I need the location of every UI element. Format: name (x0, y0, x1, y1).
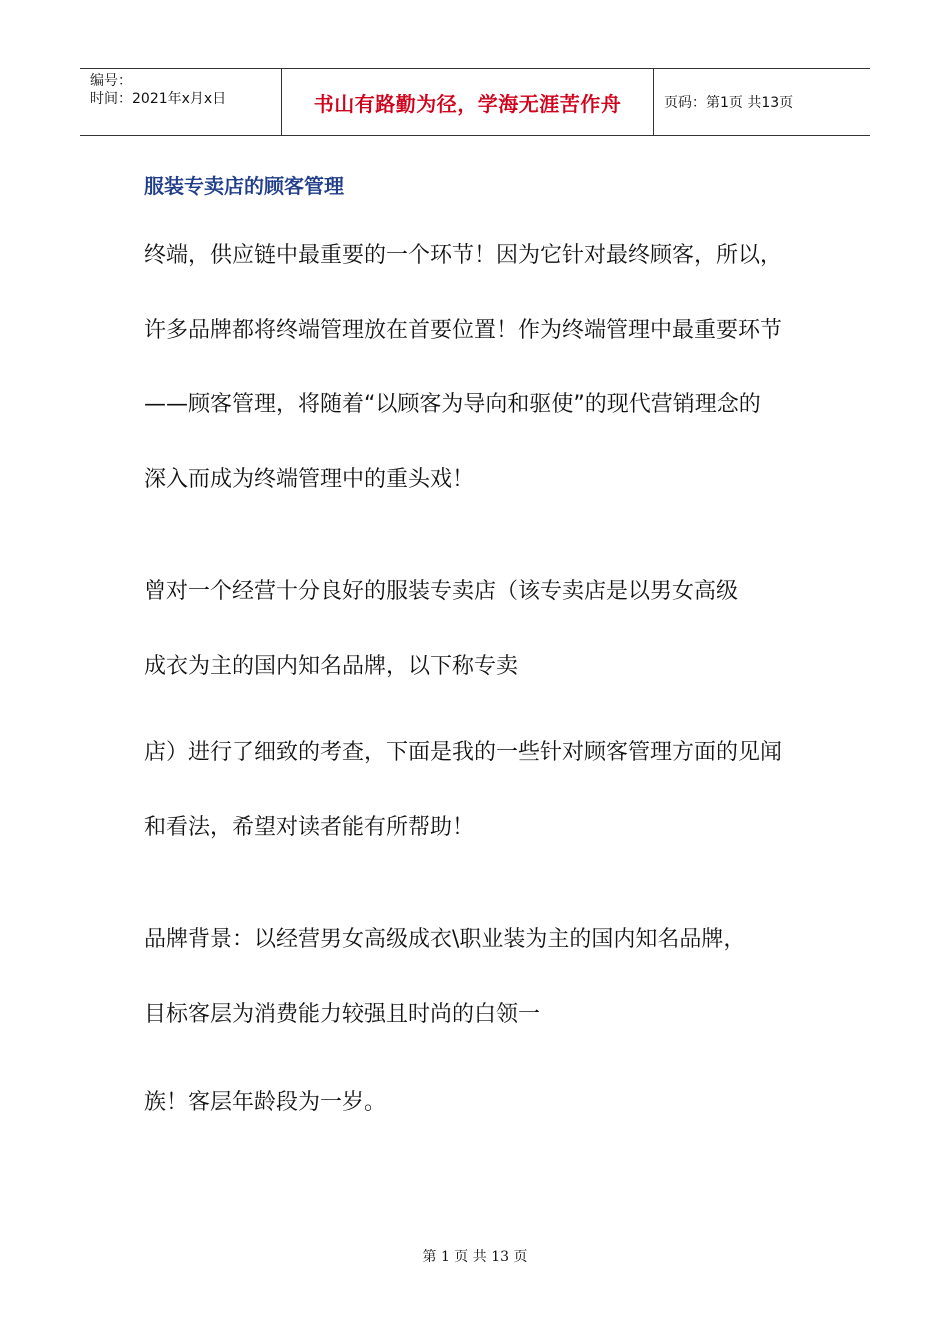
body-line: 和看法，希望对读者能有所帮助！ (144, 815, 475, 840)
body-line: 深入而成为终端管理中的重头戏！ (144, 467, 475, 492)
header-number-label: 编号： (90, 73, 132, 89)
document-title: 服装专卖店的顾客管理 (144, 174, 344, 198)
body-line: 店）进行了细致的考查，下面是我的一些针对顾客管理方面的见闻 (144, 740, 783, 765)
body-line: 目标客层为消费能力较强且时尚的白领一 (144, 1002, 541, 1027)
body-line: 族！客层年龄段为一岁。 (144, 1090, 387, 1115)
header-time-label: 时间：2021年x月x日 (90, 91, 227, 107)
body-line: ——顾客管理，将随着“以顾客为导向和驱使”的现代营销理念的 (144, 392, 761, 417)
header-motto: 书山有路勤为径，学海无涯苦作舟 (313, 91, 622, 116)
body-line: 品牌背景：以经营男女高级成衣\职业装为主的国内知名品牌， (144, 927, 746, 952)
header-page-cell (654, 69, 870, 135)
header-motto-cell (282, 69, 654, 135)
document-header (80, 68, 870, 136)
body-line: 曾对一个经营十分良好的服装专卖店（该专卖店是以男女高级 (144, 579, 739, 604)
body-line: 成衣为主的国内知名品牌，以下称专卖 (144, 654, 519, 679)
page-footer: 第 1 页 共 13 页 (422, 1249, 528, 1265)
body-line: 许多品牌都将终端管理放在首要位置！作为终端管理中最重要环节 (144, 318, 783, 343)
header-meta-cell (80, 69, 282, 135)
header-page-info: 页码：第1页 共13页 (664, 95, 794, 111)
body-line: 终端，供应链中最重要的一个环节！因为它针对最终顾客，所以， (144, 243, 783, 268)
